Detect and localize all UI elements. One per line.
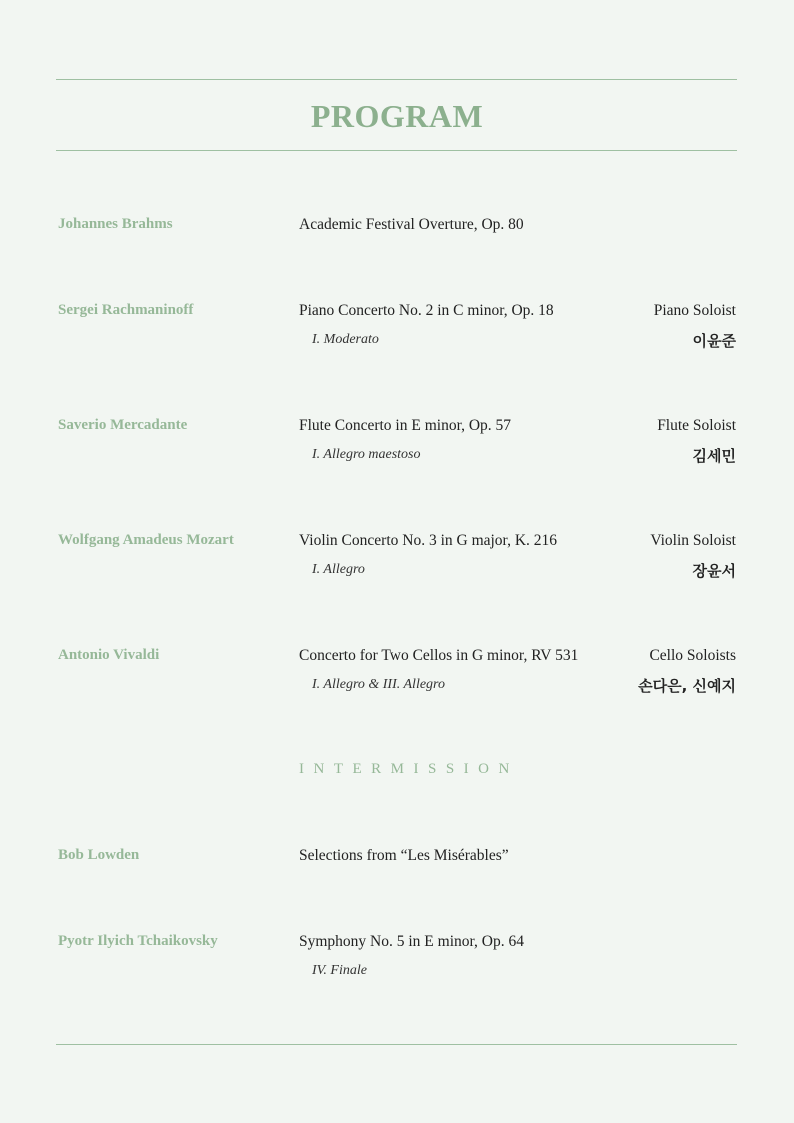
work-title: Flute Concerto in E minor, Op. 57 [299,417,512,434]
work-title: Violin Concerto No. 3 in G major, K. 216 [299,532,558,549]
movement: I. Allegro & III. Allegro [312,677,445,692]
title-rule [56,150,737,151]
soloist-name: 장윤서 [692,562,736,580]
composer-name: Pyotr Ilyich Tchaikovsky [58,933,218,949]
composer-name: Antonio Vivaldi [58,647,160,663]
soloist-name: 이윤준 [692,332,736,350]
movement: I. Allegro [312,562,365,577]
top-rule [56,79,737,80]
soloist-role: Cello Soloists [649,647,736,664]
soloist-role: Violin Soloist [650,532,736,549]
soloist-name: 손다은, 신예지 [638,677,736,695]
intermission-label: INTERMISSION [299,761,519,777]
composer-name: Saverio Mercadante [58,417,188,433]
soloist-role: Piano Soloist [653,302,736,319]
soloist-name: 김세민 [692,447,736,465]
composer-name: Johannes Brahms [58,216,173,232]
work-title: Selections from “Les Misérables” [299,847,509,864]
work-title: Concerto for Two Cellos in G minor, RV 531 [299,647,579,664]
work-title: Academic Festival Overture, Op. 80 [299,216,524,233]
composer-name: Wolfgang Amadeus Mozart [58,532,234,548]
composer-name: Sergei Rachmaninoff [58,302,194,318]
work-title: Symphony No. 5 in E minor, Op. 64 [299,933,524,950]
movement: I. Allegro maestoso [312,447,421,462]
composer-name: Bob Lowden [58,847,140,863]
page-title: PROGRAM [310,98,484,134]
work-title: Piano Concerto No. 2 in C minor, Op. 18 [299,302,554,319]
bottom-rule [56,1044,737,1045]
soloist-role: Flute Soloist [657,417,736,434]
movement: IV. Finale [312,963,367,978]
movement: I. Moderato [312,332,379,347]
